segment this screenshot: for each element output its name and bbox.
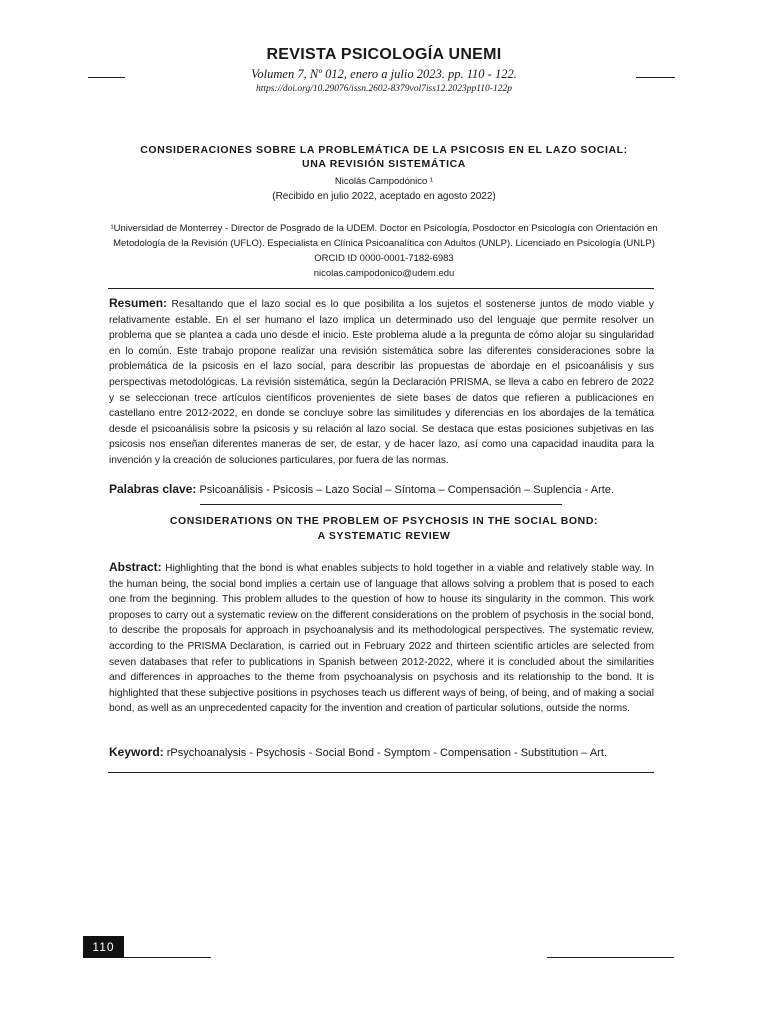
abstract-en-text: Highlighting that the bond is what enables subjects to hold together in a viable and relatively stable way. In the human being, the social bond implies a certain use of language that allows solving a problem that is posed to each one from the beginning. This problem alludes to the question of how to house its singularity in the common. This work proposes to carry out a systematic review on the different considerations on the problem of psychosis in the social bond, to describe the proposals for approach in psychoanalysis and its methodological perspectives. The systematic review, according to the PRISMA Declaration, is carried out in February 2022 and thirteen scientific articles are selected from seven databases that refer to publications in Spanish between 2012-2022, where it is concluded about the similarities and differences in approaches to the theme from psychoanalysis on psychosis and its relationship to the bond. It is highlighted that these subjective positions in psychoses teach us different ways of being, of being, and of making a social bond, as well as an unprecedented capacity for the invention and creation of particular solutions, outside the norms. <box>109 563 654 715</box>
author-name: Nicolás Campodónico ¹ <box>334 176 434 187</box>
keywords-en-rule <box>108 772 654 773</box>
article-title-es-line1: CONSIDERACIONES SOBRE LA PROBLEMÁTICA DE LA PSICOSIS EN EL LAZO SOCIAL: <box>140 144 628 156</box>
keywords-es <box>109 482 654 499</box>
received-dates: (Recibido en julio 2022, aceptado en agosto 2022) <box>272 191 496 202</box>
abstract-es-text: Resaltando que el lazo social es lo que posibilita a los sujetos el sostenerse juntos de modo viable y relativamente estable. En el ser humano el lazo implica un determinado uso del lenguaje que permite resolver un problema que se plantea a cada uno desde el inicio. Este problema alude a la pregunta de cómo alojar su singularidad en lo común. Este trabajo propone realizar una revisión sistemática sobre las diferentes consideraciones sobre la problemática de la psicosis en el lazo social, para describir las propuestas de abordaje en el psicoanálisis y sus perspectivas metodológicas. La revisión sistemática, según la Declaración PRISMA, se lleva a cabo en febrero de 2022 y se seleccionan trece artículos científicos provenientes de siete bases de datos que refieren a publicaciones en castellano entre 2012-2022, en donde se concluye sobre las similitudes y diferencias en los abordajes de la temática desde el psicoanálisis sobre la psicosis y su relación al lazo social. Se destaca que estas posiciones subjetivas en las psicosis nos enseñan diferentes maneras de ser, de estar, y de hacer lazo, así como una capacidad inaudita para la invención y la creación de soluciones particulares, por fuera de las normas. <box>109 299 654 466</box>
affiliation-block <box>108 221 660 281</box>
article-title-en-line2: A SYSTEMATIC REVIEW <box>317 530 451 542</box>
abstract-en-label: Abstract: <box>109 560 162 574</box>
keywords-es-rule <box>200 504 562 505</box>
keywords-en <box>109 745 654 762</box>
abstract-en <box>109 560 654 717</box>
doi-link[interactable]: https://doi.org/10.29076/issn.2602-8379vol7iss12.2023pp110-122p <box>256 84 512 94</box>
keywords-en-text: rPsychoanalysis - Psychosis - Social Bond - Symptom - Compensation - Substitution – Art. <box>166 747 607 759</box>
page-number: 110 <box>83 936 124 958</box>
abstract-es <box>109 296 654 469</box>
volume-line: Volumen 7, Nº 012, enero a julio 2023. pp. 110 - 122. <box>251 67 517 81</box>
footer-rule-left <box>124 957 211 958</box>
article-title-en-line1: CONSIDERATIONS ON THE PROBLEM OF PSYCHOSIS IN THE SOCIAL BOND: <box>169 515 599 527</box>
abstract-top-rule <box>108 288 654 289</box>
footer-rule-right <box>547 957 674 958</box>
journal-title: REVISTA PSICOLOGÍA UNEMI <box>266 46 502 63</box>
author-email[interactable]: nicolas.campodonico@udem.edu <box>313 268 455 279</box>
affiliation-text: ¹Universidad de Monterrey - Director de Posgrado de la UDEM. Doctor en Psicología, Posdoctor en Psicología con Orientación en Metodología de la Revisión (UFLO). Especialista en Clínica Psicoanalítica con Adultos (UNLP). Licenciado en Psicología (UNLP) ORCID ID 0000-0001-7182-6983 <box>110 223 658 264</box>
article-title-es-line2: UNA REVISIÓN SISTEMÁTICA <box>302 158 466 170</box>
keywords-es-label: Palabras clave: <box>109 482 197 496</box>
abstract-es-label: Resumen: <box>109 296 168 310</box>
keywords-es-text: Psicoanálisis - Psicosis – Lazo Social – Síntoma – Compensación – Suplencia - Arte. <box>199 484 615 496</box>
keywords-en-label: Keyword: <box>109 745 164 759</box>
